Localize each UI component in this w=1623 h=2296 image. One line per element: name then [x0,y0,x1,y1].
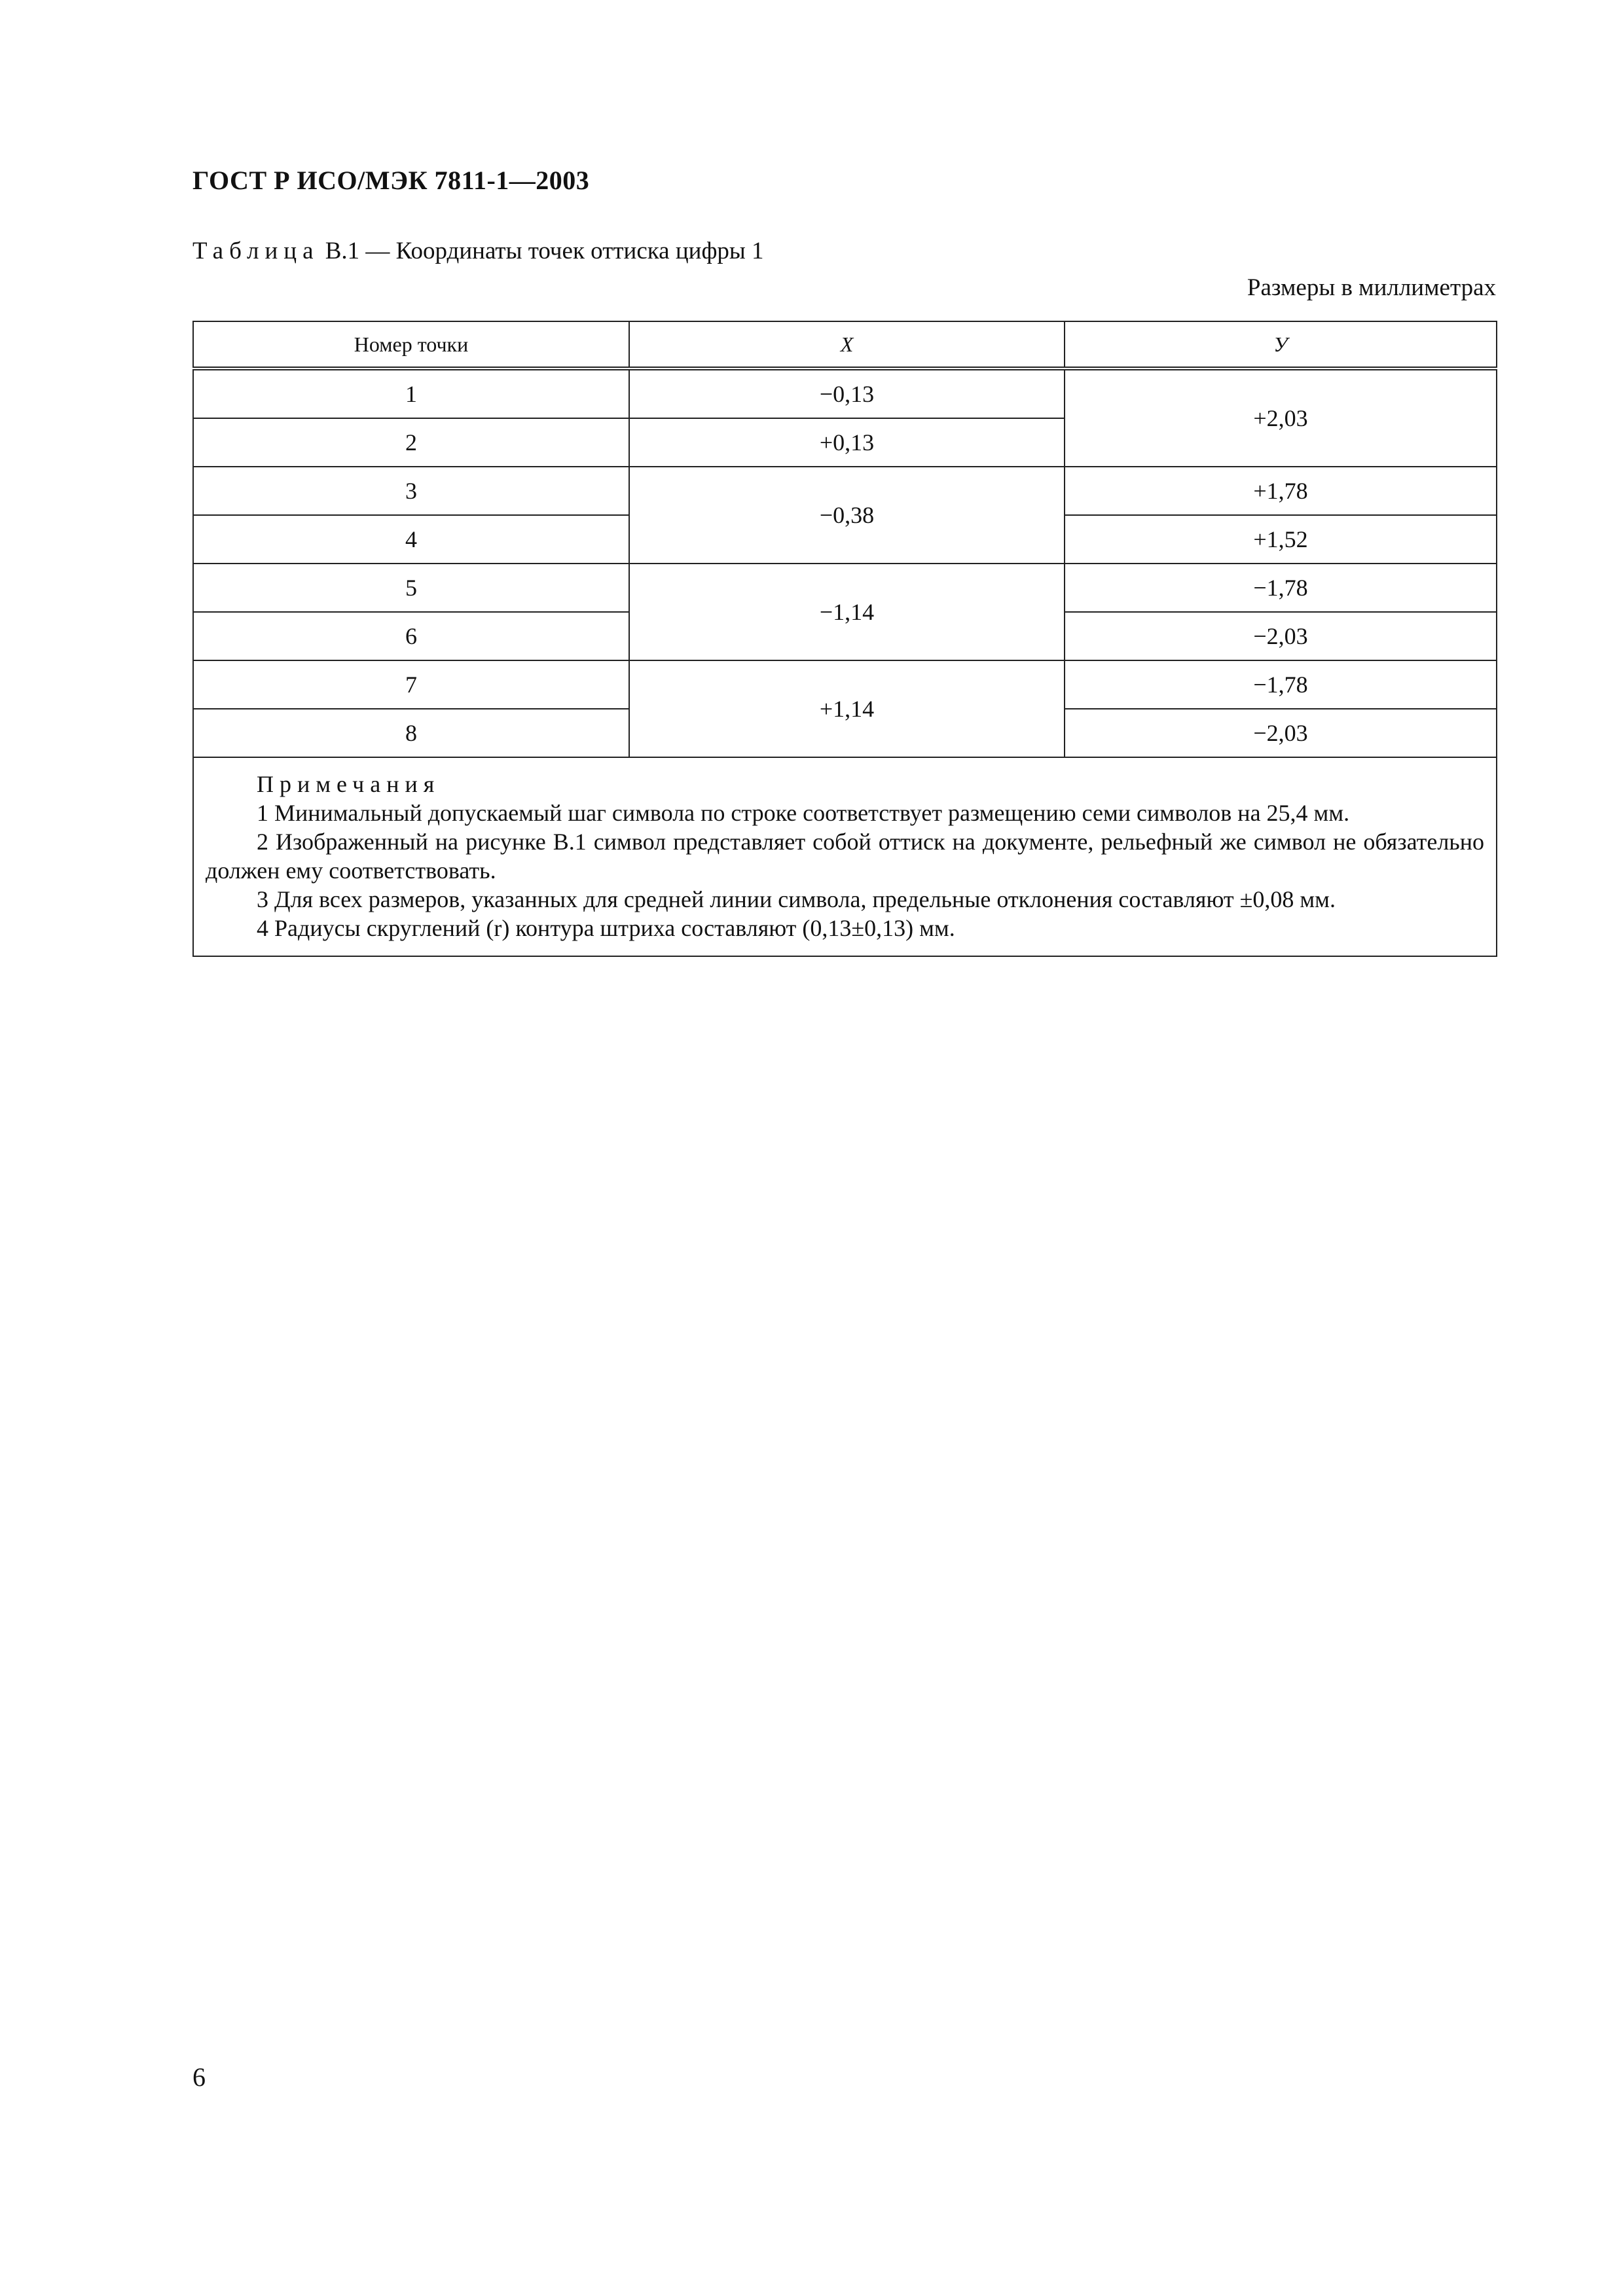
coordinates-table [192,321,1497,957]
notes-row [193,757,1497,956]
cell-point: 3 [193,467,629,515]
cell-x: −0,38 [629,467,1065,564]
cell-x: −1,14 [629,564,1065,660]
units-note: Размеры в миллиметрах [1247,274,1496,301]
cell-point: 2 [193,418,629,467]
table-row [193,564,1497,612]
column-header-x: X [629,321,1065,368]
cell-y: −1,78 [1065,660,1497,709]
cell-y: +2,03 [1065,368,1497,467]
column-header-point-number: Номер точки [193,321,629,368]
table-row [193,368,1497,418]
cell-point: 1 [193,368,629,418]
page-number: 6 [192,2062,206,2092]
cell-y: −2,03 [1065,709,1497,757]
note-item-2: 2 Изображенный на рисунке В.1 символ представляет собой оттиск на документе, рельефный же символ не обязательно должен ему соответствовать. [206,829,1484,884]
table-row [193,467,1497,515]
cell-point: 4 [193,515,629,564]
cell-x: +1,14 [629,660,1065,757]
table-caption-label: Таблица [192,238,319,264]
notes-cell [193,757,1497,956]
cell-point: 8 [193,709,629,757]
table-caption [192,237,764,265]
cell-y: −2,03 [1065,612,1497,660]
document-header: ГОСТ Р ИСО/МЭК 7811-1—2003 [192,166,590,195]
note-item-1: 1 Минимальный допускаемый шаг символа по строке соответствует размещению семи символов на 25,4 мм. [257,800,1350,826]
cell-y: −1,78 [1065,564,1497,612]
table-header-row [193,321,1497,368]
notes-title: Примечания [257,771,441,797]
cell-y: +1,52 [1065,515,1497,564]
note-item-4: 4 Радиусы скруглений (r) контура штриха составляют (0,13±0,13) мм. [257,915,955,941]
table-row [193,660,1497,709]
note-item-3: 3 Для всех размеров, указанных для средней линии символа, предельные отклонения составляют ±0,08 мм. [257,886,1336,912]
cell-y: +1,78 [1065,467,1497,515]
column-header-y: У [1065,321,1497,368]
cell-x: −0,13 [629,368,1065,418]
cell-point: 6 [193,612,629,660]
table-caption-text: В.1 — Координаты точек оттиска цифры 1 [319,238,764,264]
cell-point: 7 [193,660,629,709]
cell-point: 5 [193,564,629,612]
cell-x: +0,13 [629,418,1065,467]
